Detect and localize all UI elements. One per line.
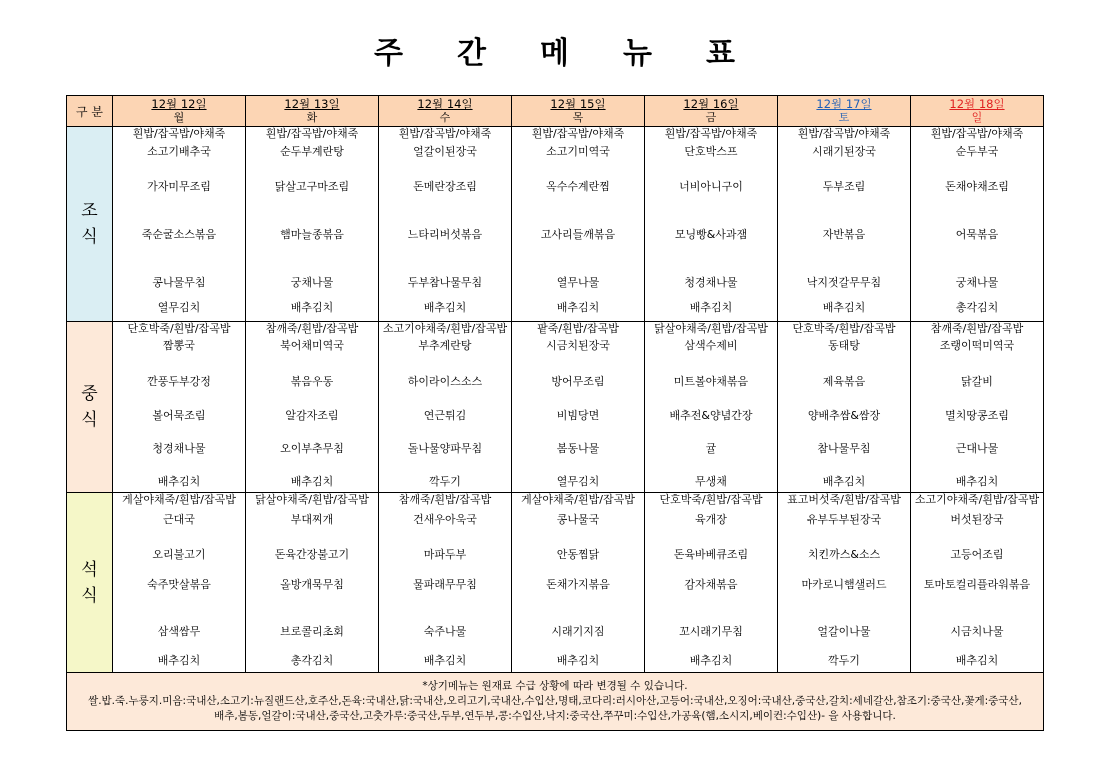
menu-item: 근대국 [163,513,195,526]
menu-item: 배추김치 [689,654,733,667]
menu-cell [379,493,512,673]
menu-item: 참깨죽/흰밥/잡곡밥 [930,322,1024,335]
day-header [645,96,778,127]
menu-cell [645,322,778,493]
menu-item: 옥수수계란찜 [546,180,610,193]
menu-item: 단호박죽/흰밥/잡곡밥 [792,322,896,335]
menu-item: 단호박죽/흰밥/잡곡밥 [127,322,231,335]
day-date: 12월 18일 [949,97,1005,111]
menu-item: 숙주맛살볶음 [147,578,211,591]
meal-label-dinner [67,493,113,673]
menu-item: 시래기된장국 [812,145,876,158]
menu-item: 총각김치 [290,654,334,667]
menu-item: 열무김치 [157,301,201,314]
menu-item: 건새우아욱국 [413,513,477,526]
header-gubun: 구 분 [67,96,113,127]
menu-item: 깍두기 [429,475,461,488]
menu-item: 가자미무조림 [147,180,211,193]
menu-cell [645,127,778,322]
menu-item: 단호박스프 [684,145,738,158]
footer-line: 배추,봄동,얼갈이:국내산,중국산,고춧가루:중국산,두부,연두부,콩:수입산,낙지:중국산,쭈꾸미:수입산,가공육(햄,소시지,베이컨:수입산)- 을 사용합니다. [214,710,896,722]
menu-item: 배추김치 [556,654,600,667]
menu-item: 마카로니햄샐러드 [801,578,887,591]
title-char: 표 [705,36,735,71]
day-header [379,96,512,127]
meal-label-char: 식 [81,227,98,247]
menu-item: 소고기야채죽/흰밥/잡곡밥 [382,322,508,335]
menu-item: 열무김치 [556,475,600,488]
day-weekday: 금 [705,111,717,124]
menu-item: 시금치나물 [950,625,1004,638]
menu-item: 배추김치 [290,475,334,488]
menu-cell [379,127,512,322]
menu-item: 돌나물양파무침 [407,442,483,455]
menu-item: 방어무조림 [551,375,605,388]
menu-item: 버섯된장국 [950,513,1004,526]
menu-item: 소고기배추국 [147,145,211,158]
page-title [66,30,1043,70]
menu-item: 청경채나물 [684,276,738,289]
menu-item: 배추전&양념간장 [669,409,753,422]
menu-item: 안동찜닭 [556,548,600,561]
menu-item: 깐풍두부강정 [147,375,211,388]
menu-item: 흰밥/잡곡밥/야채죽 [265,127,359,140]
menu-item: 브로콜리초회 [280,625,344,638]
footer-notice [67,673,1044,731]
menu-item: 귤 [705,442,717,455]
menu-item: 제육볶음 [822,375,866,388]
meal-label-char: 식 [81,585,98,606]
menu-cell [512,493,645,673]
menu-item: 마파두부 [423,548,467,561]
menu-item: 배추김치 [955,654,999,667]
menu-item: 느타리버섯볶음 [407,228,483,241]
menu-item: 닭살야채죽/흰밥/잡곡밥 [255,493,369,506]
menu-item: 궁채나물 [955,276,999,289]
menu-item: 짬뽕국 [163,339,195,352]
menu-item: 흰밥/잡곡밥/야채죽 [531,127,625,140]
day-date: 12월 13일 [284,97,340,111]
meal-label-char: 식 [81,410,98,430]
menu-cell [911,322,1044,493]
title-char: 주 [374,36,404,71]
day-header-sunday [911,96,1044,127]
footer-row [67,673,1044,731]
menu-cell [778,493,911,673]
menu-item: 숙주나물 [423,625,467,638]
day-date: 12월 14일 [417,97,473,111]
footer-line: 쌀.밥.죽.누룽지.미음:국내산,소고기:뉴질랜드산,호주산,돈육:국내산,닭:국내산,오리고기,국내산,수입산,명태,코다리:러시아산,고등어:국내산,오징어:국내산,중국산,갈치:세네갈산,참조기:중국산,꽃게:중국산, [88,695,1022,707]
title-char: 메 [540,36,569,71]
day-header [113,96,246,127]
menu-item: 시금치된장국 [546,339,610,352]
menu-item: 배추김치 [423,301,467,314]
menu-item: 오이부추무침 [280,442,344,455]
menu-item: 부추계란탕 [418,339,472,352]
title-char: 간 [457,36,486,71]
menu-item: 흰밥/잡곡밥/야채죽 [398,127,492,140]
menu-item: 순두부국 [955,145,999,158]
menu-item: 고사리들깨볶음 [540,228,616,241]
menu-item: 닭갈비 [961,375,993,388]
footer-line: *상기메뉴는 원재료 수급 상황에 따라 변경될 수 있습니다. [422,680,688,692]
menu-item: 고등어조림 [950,548,1004,561]
menu-item: 조랭이떡미역국 [939,339,1015,352]
lunch-row [67,322,1044,493]
menu-item: 북어채미역국 [280,339,344,352]
menu-item: 봄동나물 [556,442,600,455]
menu-item: 게살야채죽/흰밥/잡곡밥 [122,493,236,506]
meal-label-lunch [67,322,113,493]
menu-cell [645,493,778,673]
menu-cell [911,127,1044,322]
menu-item: 어묵볶음 [955,228,999,241]
meal-label-breakfast [67,127,113,322]
menu-item: 참깨죽/흰밥/잡곡밥 [265,322,359,335]
menu-item: 표고버섯죽/흰밥/잡곡밥 [787,493,901,506]
menu-item: 배추김치 [689,301,733,314]
menu-item: 물파래무무침 [413,578,477,591]
day-weekday: 월 [173,111,185,124]
meal-label-char: 조 [81,201,98,221]
day-weekday: 목 [572,111,584,124]
menu-cell [246,493,379,673]
menu-cell [246,127,379,322]
menu-item: 돈육간장불고기 [274,548,350,561]
menu-item: 배추김치 [955,475,999,488]
menu-item: 토마토컬리플라워볶음 [923,578,1031,591]
menu-item: 동태탕 [828,339,860,352]
menu-item: 올방개묵무침 [280,578,344,591]
menu-cell [379,322,512,493]
menu-item: 닭살야채죽/흰밥/잡곡밥 [654,322,768,335]
menu-item: 궁채나물 [290,276,334,289]
menu-item: 시래기지짐 [551,625,605,638]
menu-cell [113,322,246,493]
menu-item: 자반볶음 [822,228,866,241]
menu-item: 흰밥/잡곡밥/야채죽 [797,127,891,140]
meal-label-char: 석 [81,559,98,580]
breakfast-row [67,127,1044,322]
day-date: 12월 17일 [816,97,872,111]
menu-item: 돈채가지볶음 [546,578,610,591]
menu-item: 게살야채죽/흰밥/잡곡밥 [521,493,635,506]
menu-item: 흰밥/잡곡밥/야채죽 [132,127,226,140]
menu-item: 꼬시래기무침 [679,625,743,638]
menu-item: 소고기미역국 [546,145,610,158]
menu-item: 흰밥/잡곡밥/야채죽 [930,127,1024,140]
menu-item: 두부조림 [822,180,866,193]
meal-label-char: 중 [81,384,98,404]
menu-item: 너비아니구이 [679,180,743,193]
day-header [246,96,379,127]
day-weekday: 토 [838,111,850,124]
menu-item: 콩나물국 [556,513,600,526]
menu-item: 배추김치 [556,301,600,314]
menu-item: 감자채볶음 [684,578,738,591]
menu-item: 미트볼야채볶음 [673,375,749,388]
menu-item: 햄마늘종볶음 [280,228,344,241]
menu-item: 청경채나물 [152,442,206,455]
menu-item: 배추김치 [290,301,334,314]
menu-item: 볶음우동 [290,375,334,388]
menu-item: 비빔당면 [556,409,600,422]
menu-item: 멸치땅콩조림 [945,409,1009,422]
menu-item: 유부두부된장국 [806,513,882,526]
day-date: 12월 15일 [550,97,606,111]
menu-item: 볼어묵조림 [152,409,206,422]
menu-item: 참깨죽/흰밥/잡곡밥 [398,493,492,506]
menu-item: 소고기야채죽/흰밥/잡곡밥 [914,493,1040,506]
menu-table [66,95,1043,729]
day-weekday: 수 [439,111,451,124]
menu-item: 양배추쌈&쌈장 [807,409,881,422]
menu-item: 모닝빵&사과잼 [674,228,748,241]
menu-item: 배추김치 [157,475,201,488]
menu-cell [778,322,911,493]
menu-item: 배추김치 [822,301,866,314]
menu-item: 팥죽/흰밥/잡곡밥 [537,322,619,335]
day-date: 12월 16일 [683,97,739,111]
menu-item: 배추김치 [423,654,467,667]
menu-cell [512,322,645,493]
menu-item: 육개장 [695,513,727,526]
menu-item: 연근튀김 [423,409,467,422]
menu-item: 열무나물 [556,276,600,289]
menu-item: 부대찌개 [290,513,334,526]
menu-cell [911,493,1044,673]
menu-cell [113,493,246,673]
title-char: 뉴 [622,36,652,71]
day-weekday: 화 [306,111,318,124]
header-row [67,96,1044,127]
menu-item: 총각김치 [955,301,999,314]
day-header [512,96,645,127]
menu-item: 배추김치 [822,475,866,488]
menu-item: 닭살고구마조림 [274,180,350,193]
menu-item: 얼갈이나물 [817,625,871,638]
menu-item: 삼색수제비 [684,339,738,352]
menu-item: 두부참나물무침 [407,276,483,289]
menu-item: 단호박죽/흰밥/잡곡밥 [659,493,763,506]
day-weekday: 일 [971,111,983,124]
menu-item: 배추김치 [157,654,201,667]
menu-item: 오리불고기 [152,548,206,561]
menu-item: 근대나물 [955,442,999,455]
menu-item: 낙지젓갈무무침 [806,276,882,289]
dinner-row [67,493,1044,673]
menu-item: 돈메란장조림 [413,180,477,193]
menu-item: 순두부계란탕 [280,145,344,158]
menu-item: 콩나물무침 [152,276,206,289]
day-header-saturday [778,96,911,127]
menu-item: 삼색쌈무 [157,625,201,638]
menu-item: 얼갈이된장국 [413,145,477,158]
menu-item: 치킨까스&소스 [807,548,881,561]
menu-cell [778,127,911,322]
menu-item: 돈채야채조림 [945,180,1009,193]
menu-cell [113,127,246,322]
menu-item: 돈육바베큐조림 [673,548,749,561]
menu-item: 하이라이스소스 [407,375,483,388]
menu-item: 무생채 [695,475,727,488]
menu-item: 알감자조림 [285,409,339,422]
day-date: 12월 12일 [151,97,207,111]
menu-cell [512,127,645,322]
menu-item: 참나물무침 [817,442,871,455]
menu-item: 죽순굴소스볶음 [141,228,217,241]
menu-item: 깍두기 [828,654,860,667]
menu-item: 흰밥/잡곡밥/야채죽 [664,127,758,140]
menu-cell [246,322,379,493]
